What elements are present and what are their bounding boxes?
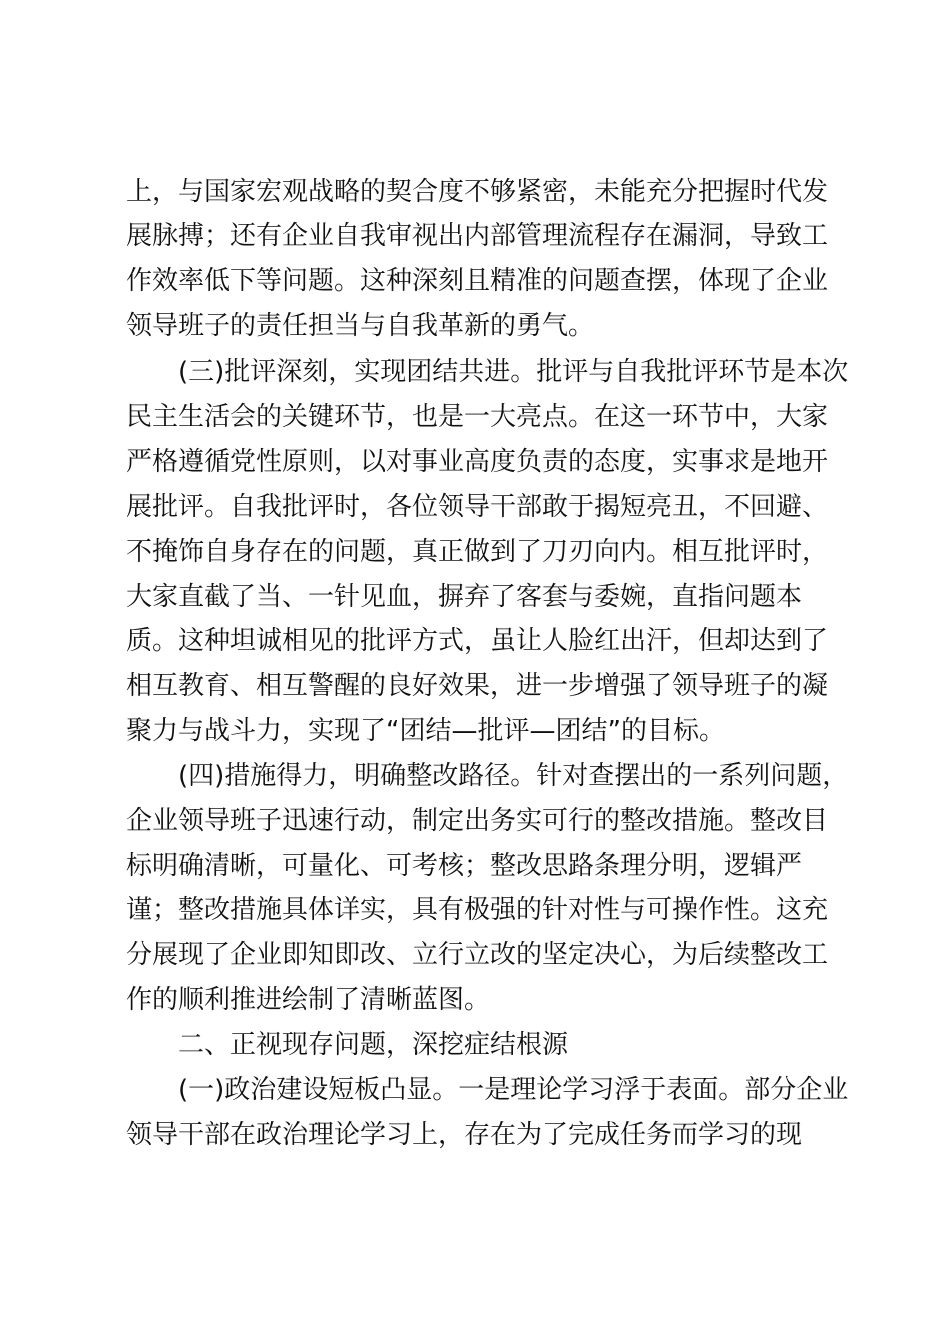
text-line: 领导干部在政治理论学习上，存在为了完成任务而学习的现: [126, 1120, 803, 1150]
text-line: 展脉搏；还有企业自我审视出内部管理流程存在漏洞，导致工: [126, 221, 829, 251]
text-line: 大家直截了当、一针见血，摒弃了客套与委婉，直指问题本: [126, 582, 803, 612]
section-heading-line: (三)批评深刻，实现团结共进。批评与自我批评环节是本次: [178, 357, 849, 387]
text-line: 作效率低下等问题。这种深刻且精准的问题查摆，体现了企业: [126, 266, 829, 296]
text-line: 分展现了企业即知即改、立行立改的坚定决心，为后续整改工: [126, 940, 829, 970]
text-line: 展批评。自我批评时，各位领导干部敢于揭短亮丑，不回避、: [126, 492, 829, 522]
text-line: 民主生活会的关键环节，也是一大亮点。在这一环节中，大家: [126, 402, 829, 432]
section-heading-line: (四)措施得力，明确整改路径。针对查摆出的一系列问题，: [178, 761, 849, 791]
text-line: 谨；整改措施具体详实，具有极强的针对性与可操作性。这充: [126, 895, 829, 925]
text-line: 相互教育、相互警醒的良好效果，进一步增强了领导班子的凝: [126, 671, 829, 701]
chapter-heading: 二、正视现存问题，深挖症结根源: [178, 1030, 569, 1060]
text-line: 标明确清晰，可量化、可考核；整改思路条理分明，逻辑严: [126, 851, 803, 881]
text-line: 作的顺利推进绘制了清晰蓝图。: [126, 985, 491, 1015]
text-line: 聚力与战斗力，实现了“团结—批评—团结”的目标。: [126, 716, 725, 746]
text-line: 企业领导班子迅速行动，制定出务实可行的整改措施。整改目: [126, 806, 829, 836]
section-heading-line: (一)政治建设短板凸显。一是理论学习浮于表面。部分企业: [178, 1075, 849, 1105]
text-line: 领导班子的责任担当与自我革新的勇气。: [126, 311, 595, 341]
text-line: 质。这种坦诚相见的批评方式，虽让人脸红出汗，但却达到了: [126, 626, 829, 656]
text-line: 上，与国家宏观战略的契合度不够紧密，未能充分把握时代发: [126, 177, 829, 207]
text-line: 严格遵循党性原则，以对事业高度负责的态度，实事求是地开: [126, 447, 829, 477]
text-line: 不掩饰自身存在的问题，真正做到了刀刃向内。相互批评时，: [126, 537, 829, 567]
